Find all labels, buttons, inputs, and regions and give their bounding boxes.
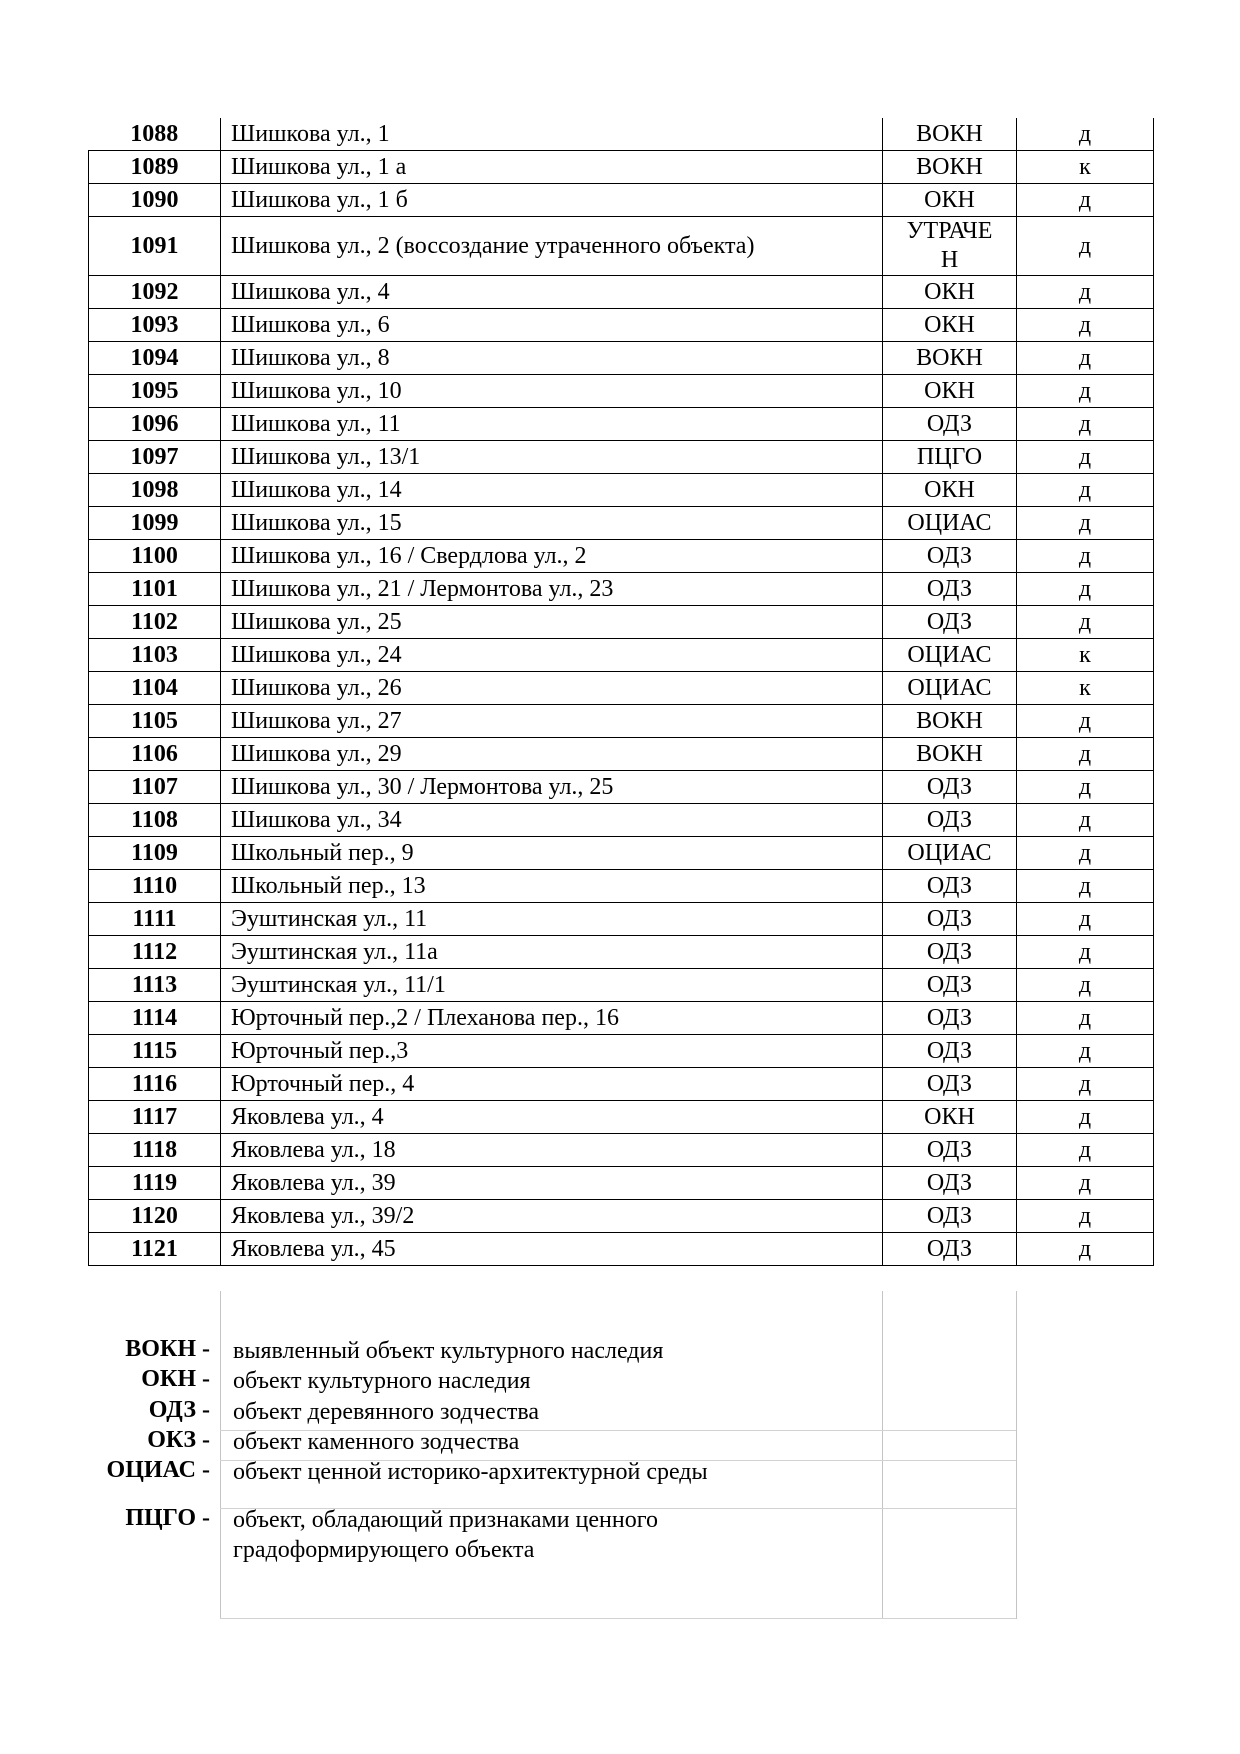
row-address: Шишкова ул., 30 / Лермонтова ул., 25 bbox=[221, 771, 883, 804]
table-row bbox=[89, 1035, 1154, 1068]
legend-abbr: ОДЗ - bbox=[148, 1397, 210, 1423]
row-number: 1110 bbox=[89, 870, 221, 903]
row-number: 1089 bbox=[89, 151, 221, 184]
table-row bbox=[89, 1233, 1154, 1266]
row-address: Шишкова ул., 6 bbox=[221, 309, 883, 342]
table-row bbox=[89, 672, 1154, 705]
table-row bbox=[89, 903, 1154, 936]
legend-desc: объект культурного наследия bbox=[233, 1368, 531, 1394]
row-status: ОДЗ bbox=[883, 540, 1017, 573]
row-address: Шишкова ул., 4 bbox=[221, 276, 883, 309]
row-number: 1115 bbox=[89, 1035, 221, 1068]
row-status: ОДЗ bbox=[883, 408, 1017, 441]
row-status: ОКН bbox=[883, 474, 1017, 507]
row-number: 1119 bbox=[89, 1167, 221, 1200]
heritage-objects-table bbox=[88, 118, 1154, 1266]
row-type: д bbox=[1017, 606, 1154, 639]
row-address: Юрточный пер.,3 bbox=[221, 1035, 883, 1068]
table-row bbox=[89, 1200, 1154, 1233]
row-type: д bbox=[1017, 870, 1154, 903]
row-address: Шишкова ул., 26 bbox=[221, 672, 883, 705]
table-row bbox=[89, 309, 1154, 342]
table-row bbox=[89, 1134, 1154, 1167]
row-number: 1105 bbox=[89, 705, 221, 738]
table-row bbox=[89, 118, 1154, 151]
row-type: к bbox=[1017, 639, 1154, 672]
row-status: ОДЗ bbox=[883, 1134, 1017, 1167]
row-status: ОДЗ bbox=[883, 936, 1017, 969]
row-type: д bbox=[1017, 507, 1154, 540]
row-status bbox=[883, 217, 1017, 276]
row-status: ОКН bbox=[883, 375, 1017, 408]
table-row bbox=[89, 441, 1154, 474]
row-number: 1096 bbox=[89, 408, 221, 441]
row-type: д bbox=[1017, 217, 1154, 276]
legend-desc: объект ценной историко-архитектурной среды bbox=[233, 1459, 708, 1485]
row-type: д bbox=[1017, 1200, 1154, 1233]
row-status: ОДЗ bbox=[883, 771, 1017, 804]
row-type: д bbox=[1017, 408, 1154, 441]
row-status-text: УТРАЧЕН bbox=[906, 218, 993, 273]
row-type: д bbox=[1017, 309, 1154, 342]
legend-abbr: ОКЗ - bbox=[147, 1427, 210, 1453]
table-row bbox=[89, 705, 1154, 738]
row-address: Шишкова ул., 1 bbox=[221, 118, 883, 151]
legend-desc: объект деревянного зодчества bbox=[233, 1399, 539, 1425]
row-number: 1121 bbox=[89, 1233, 221, 1266]
row-status: ОЦИАС bbox=[883, 672, 1017, 705]
row-address: Шишкова ул., 27 bbox=[221, 705, 883, 738]
row-status: ОДЗ bbox=[883, 1068, 1017, 1101]
row-address: Яковлева ул., 45 bbox=[221, 1233, 883, 1266]
row-number: 1111 bbox=[89, 903, 221, 936]
table-row bbox=[89, 771, 1154, 804]
row-number: 1106 bbox=[89, 738, 221, 771]
table-row bbox=[89, 540, 1154, 573]
row-address: Юрточный пер.,2 / Плеханова пер., 16 bbox=[221, 1002, 883, 1035]
row-number: 1107 bbox=[89, 771, 221, 804]
table-row bbox=[89, 606, 1154, 639]
row-type: д bbox=[1017, 342, 1154, 375]
row-address: Шишкова ул., 1 а bbox=[221, 151, 883, 184]
table-row bbox=[89, 342, 1154, 375]
row-number: 1116 bbox=[89, 1068, 221, 1101]
legend-desc: объект каменного зодчества bbox=[233, 1429, 520, 1455]
row-address: Шишкова ул., 10 bbox=[221, 375, 883, 408]
row-address: Шишкова ул., 34 bbox=[221, 804, 883, 837]
legend-grid-line bbox=[220, 1618, 1016, 1619]
row-address: Шишкова ул., 13/1 bbox=[221, 441, 883, 474]
row-number: 1099 bbox=[89, 507, 221, 540]
row-address: Школьный пер., 13 bbox=[221, 870, 883, 903]
table-row bbox=[89, 1167, 1154, 1200]
row-status: ОДЗ bbox=[883, 969, 1017, 1002]
legend-abbr: ВОКН - bbox=[125, 1336, 210, 1362]
row-number: 1100 bbox=[89, 540, 221, 573]
table-row bbox=[89, 507, 1154, 540]
table-row bbox=[89, 276, 1154, 309]
table-row bbox=[89, 1068, 1154, 1101]
row-type: д bbox=[1017, 837, 1154, 870]
row-status: ОКН bbox=[883, 184, 1017, 217]
row-status: ОДЗ bbox=[883, 1167, 1017, 1200]
table-row bbox=[89, 1101, 1154, 1134]
row-status: ОЦИАС bbox=[883, 837, 1017, 870]
row-number: 1103 bbox=[89, 639, 221, 672]
row-status: ОДЗ bbox=[883, 1002, 1017, 1035]
table-row bbox=[89, 870, 1154, 903]
row-type: д bbox=[1017, 705, 1154, 738]
row-status: ОДЗ bbox=[883, 870, 1017, 903]
row-number: 1091 bbox=[89, 217, 221, 276]
row-type: д bbox=[1017, 936, 1154, 969]
legend-divider-mid bbox=[882, 1291, 883, 1619]
row-number: 1088 bbox=[89, 118, 221, 151]
row-address: Шишкова ул., 8 bbox=[221, 342, 883, 375]
table-row bbox=[89, 738, 1154, 771]
row-status: ОДЗ bbox=[883, 804, 1017, 837]
row-address: Шишкова ул., 11 bbox=[221, 408, 883, 441]
row-type: д bbox=[1017, 441, 1154, 474]
row-status: ОДЗ bbox=[883, 1200, 1017, 1233]
row-number: 1104 bbox=[89, 672, 221, 705]
row-type: к bbox=[1017, 151, 1154, 184]
row-address: Шишкова ул., 2 (воссоздание утраченного объекта) bbox=[221, 217, 883, 276]
row-status: ОДЗ bbox=[883, 903, 1017, 936]
table-row bbox=[89, 408, 1154, 441]
table-row bbox=[89, 639, 1154, 672]
legend-abbr: ОЦИАС - bbox=[106, 1457, 210, 1483]
legend-divider-right bbox=[1016, 1291, 1017, 1619]
row-type: д bbox=[1017, 1101, 1154, 1134]
row-number: 1120 bbox=[89, 1200, 221, 1233]
row-type: д bbox=[1017, 573, 1154, 606]
row-address: Шишкова ул., 16 / Свердлова ул., 2 bbox=[221, 540, 883, 573]
legend-desc: выявленный объект культурного наследия bbox=[233, 1338, 664, 1364]
row-address: Яковлева ул., 39 bbox=[221, 1167, 883, 1200]
row-status: ОКН bbox=[883, 309, 1017, 342]
table-row bbox=[89, 151, 1154, 184]
row-address: Шишкова ул., 29 bbox=[221, 738, 883, 771]
row-number: 1113 bbox=[89, 969, 221, 1002]
legend-divider-left bbox=[220, 1291, 221, 1619]
row-status: ОЦИАС bbox=[883, 639, 1017, 672]
row-status: ВОКН bbox=[883, 705, 1017, 738]
row-status: ОКН bbox=[883, 1101, 1017, 1134]
table-row bbox=[89, 1002, 1154, 1035]
table-row bbox=[89, 969, 1154, 1002]
legend-abbr: ПЦГО - bbox=[125, 1505, 210, 1531]
row-type: д bbox=[1017, 375, 1154, 408]
row-address: Шишкова ул., 21 / Лермонтова ул., 23 bbox=[221, 573, 883, 606]
row-address: Эуштинская ул., 11 bbox=[221, 903, 883, 936]
row-number: 1112 bbox=[89, 936, 221, 969]
row-type: д bbox=[1017, 184, 1154, 217]
row-type: д bbox=[1017, 276, 1154, 309]
row-type: д bbox=[1017, 903, 1154, 936]
row-type: д bbox=[1017, 771, 1154, 804]
row-type: д bbox=[1017, 118, 1154, 151]
row-type: д bbox=[1017, 1002, 1154, 1035]
row-type: к bbox=[1017, 672, 1154, 705]
row-status: ОКН bbox=[883, 276, 1017, 309]
row-status: ОДЗ bbox=[883, 573, 1017, 606]
row-address: Яковлева ул., 18 bbox=[221, 1134, 883, 1167]
table-row bbox=[89, 804, 1154, 837]
row-address: Яковлева ул., 4 bbox=[221, 1101, 883, 1134]
row-address: Шишкова ул., 25 bbox=[221, 606, 883, 639]
legend-desc: объект, обладающий признаками ценного градоформирующего объекта bbox=[233, 1507, 658, 1563]
row-address: Юрточный пер., 4 bbox=[221, 1068, 883, 1101]
row-number: 1102 bbox=[89, 606, 221, 639]
row-address: Эуштинская ул., 11а bbox=[221, 936, 883, 969]
row-status: ПЦГО bbox=[883, 441, 1017, 474]
table-row bbox=[89, 184, 1154, 217]
table-row bbox=[89, 837, 1154, 870]
row-number: 1097 bbox=[89, 441, 221, 474]
table-row bbox=[89, 375, 1154, 408]
row-type: д bbox=[1017, 1233, 1154, 1266]
row-address: Шишкова ул., 14 bbox=[221, 474, 883, 507]
table-row bbox=[89, 217, 1154, 276]
legend-abbr: ОКН - bbox=[141, 1366, 210, 1392]
row-type: д bbox=[1017, 1134, 1154, 1167]
row-number: 1109 bbox=[89, 837, 221, 870]
table-row bbox=[89, 474, 1154, 507]
row-number: 1114 bbox=[89, 1002, 221, 1035]
row-status: ВОКН bbox=[883, 342, 1017, 375]
row-number: 1090 bbox=[89, 184, 221, 217]
row-type: д bbox=[1017, 540, 1154, 573]
row-address: Школьный пер., 9 bbox=[221, 837, 883, 870]
row-number: 1093 bbox=[89, 309, 221, 342]
row-number: 1108 bbox=[89, 804, 221, 837]
row-status: ОДЗ bbox=[883, 1233, 1017, 1266]
row-address: Шишкова ул., 15 bbox=[221, 507, 883, 540]
row-number: 1092 bbox=[89, 276, 221, 309]
row-address: Шишкова ул., 24 bbox=[221, 639, 883, 672]
row-type: д bbox=[1017, 738, 1154, 771]
row-type: д bbox=[1017, 804, 1154, 837]
row-type: д bbox=[1017, 1035, 1154, 1068]
row-number: 1095 bbox=[89, 375, 221, 408]
table-row bbox=[89, 936, 1154, 969]
row-type: д bbox=[1017, 1167, 1154, 1200]
row-status: ВОКН bbox=[883, 118, 1017, 151]
row-status: ВОКН bbox=[883, 151, 1017, 184]
row-number: 1094 bbox=[89, 342, 221, 375]
row-type: д bbox=[1017, 969, 1154, 1002]
row-status: ОДЗ bbox=[883, 606, 1017, 639]
row-address: Шишкова ул., 1 б bbox=[221, 184, 883, 217]
row-type: д bbox=[1017, 1068, 1154, 1101]
row-number: 1117 bbox=[89, 1101, 221, 1134]
row-status: ОДЗ bbox=[883, 1035, 1017, 1068]
table-row bbox=[89, 573, 1154, 606]
row-address: Яковлева ул., 39/2 bbox=[221, 1200, 883, 1233]
row-number: 1098 bbox=[89, 474, 221, 507]
row-type: д bbox=[1017, 474, 1154, 507]
row-status: ОЦИАС bbox=[883, 507, 1017, 540]
row-number: 1118 bbox=[89, 1134, 221, 1167]
row-status: ВОКН bbox=[883, 738, 1017, 771]
row-number: 1101 bbox=[89, 573, 221, 606]
row-address: Эуштинская ул., 11/1 bbox=[221, 969, 883, 1002]
table-body bbox=[89, 118, 1154, 1266]
